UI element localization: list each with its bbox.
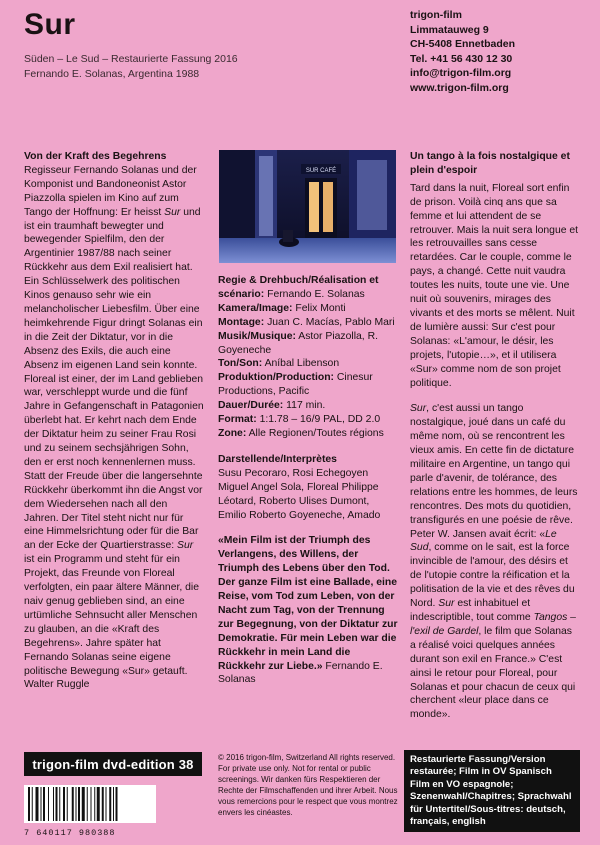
credit-zone: Zone: Alle Regionen/Toutes régions — [218, 427, 384, 439]
credit-production: Produktion/Production: Cinesur Productions, Pacific — [218, 372, 373, 398]
cast-heading: Darstellende/Interprètes — [218, 453, 337, 465]
barcode — [24, 785, 156, 838]
german-paragraph: Regisseur Fernando Solanas und der Komponist und Bandoneonist Astor Piazzolla spielen im Kino auf zum Tango der Hoffnung: Er heisst Sur und ist ein traumhaft bewegter und bewegender Spielfilm, den der Argentinier 1987/88 nach seiner Rückkehr aus dem Exil realisiert hat. Ein Schlüsselwerk des politischen Kinos genauso sehr wie ein melancholischer Liebesfilm. Über eine heimkehrende Figur dringt Solanas ein in die Zeit der Diktatur, vor in die Absenz des Exils, die auch eine Absenz im eigenen Land sein konnte. Floreal ist einer, der im Land geblieben war, verschleppt wurde und die fünf Jahre in Gefangenschaft in Patagonien überlebt hat. Er kehrt nach dem Ende der Diktatur heim zu seiner Frau Rosi und zu seinem sechsjährigen Sohn, den er erst noch kennenlernen muss. Statt der Freude über die langersehnte Rückkehr überkommt ihn die Angst vor dem Wiedersehen nach all den Jahren. Der Titel steht nicht nur für eine Himmelsrichtung oder für die Bar an der Ecke der Quartierstrasse: Sur ist ein Programm und steht für ein Projekt, das Freunde von Floreal verfolgten, ein paar ältere Männer, die naiv genug geblieben sind, an eine urtümliche Sehnsucht aller Menschen zu glauben, an die «Kraft des Begehrens». Jahre später hat Fernando Solanas seine eigene politische Bewegung «Sur» getauft. — [24, 164, 204, 677]
contact-email[interactable]: info@trigon-film.org — [410, 67, 512, 79]
contact-block — [410, 8, 515, 95]
film-still — [219, 150, 396, 263]
barcode-number: 7 640117 980388 — [24, 828, 116, 838]
cast-list: Susu Pecoraro, Rosi Echegoyen Miguel Angel Sola, Floreal Philippe Léotard, Roberto Ulises Dumont, Emilio Roberto Goyeneche, Amado — [218, 467, 381, 521]
german-heading: Von der Kraft des Begehrens — [24, 151, 167, 162]
french-paragraph-1: Tard dans la nuit, Floreal sort enfin de prison. Voilà cinq ans que sa femme et lui attendent de se retrouver. Mais la nuit sera longue et les retrouvailles sans cesse retardées. Car le couple, comme le pays, a changé. Cette nuit vaudra toutes les nuits, toute une vie. Une nuit où souvenirs, mirages des vivants et des morts se mêlent. Nuit de lumière aussi: Sur c'est pour Solanas: «L'amour, le désir, les projets, l'utopie…», et il utilisera «Sur» comme nom de son projet politique. — [410, 182, 579, 389]
page-title: Sur — [24, 8, 76, 41]
credit-duration: Dauer/Durée: 117 min. — [218, 400, 326, 412]
german-author: Walter Ruggle — [24, 679, 90, 691]
dvd-edition-badge: trigon-film dvd-edition 38 — [24, 752, 202, 776]
credit-direction: Regie & Drehbuch/Réalisation et scénario: Fernando E. Solanas — [218, 275, 379, 300]
german-synopsis — [24, 150, 204, 692]
credit-music: Musik/Musique: Astor Piazolla, R. Goyeneche — [218, 330, 378, 356]
credits-block — [218, 274, 400, 687]
credit-format: Format: 1:1.78 – 16/9 PAL, DD 2.0 — [218, 414, 381, 426]
quote-author: Fernando E. Solanas — [218, 660, 383, 686]
contact-city: CH-5408 Ennetbaden — [410, 38, 516, 50]
credit-sound: Ton/Son: Aníbal Libenson — [218, 358, 340, 370]
french-paragraph-2: Sur, c'est aussi un tango nostalgique, joué dans un café du même nom, où se rencontrent les vieux amis. En cette fin de dictature militaire en Argentine, un tango qui parle d'avenir, de tolérance, des relations entre les hommes, de leurs rencontres. Des mots du quotidien, transfigurés en une poésie de rêve. Peter W. Jansen avait écrit: «Le Sud, comme on le sait, est la force invincible de l'amour, des désirs et de l'utopie contre la réification et la politisation de la vie et des rêves du Nord. Sur est inhabituel et indescriptible, tout comme Tangos – l'exil de Gardel, le film que Solanas a réalisé voici quelques années durant son exil en France.» C'est ainsi le retour pour Floreal, pour Solanas et pour chacun de ceux qui cherchent «leur place dans ce monde». — [410, 403, 578, 721]
contact-street: Limmatauweg 9 — [410, 23, 489, 36]
subtitle-line-2: Fernando E. Solanas, Argentina 1988 — [24, 68, 200, 80]
cafe-sign-text: SUR CAFÉ — [305, 168, 337, 174]
subtitle-line-1: Süden – Le Sud – Restaurierte Fassung 2016 — [24, 53, 238, 65]
legal-notice: © 2016 trigon-film, Switzerland All rights reserved. For private use only. Not for rental or public screenings. Wir danken fürs Respektieren der Rechte der Filmschaffenden und ihrer Arbeit. Nous vous remercions pour le respect que vous montrez envers les cinéastes. — [218, 753, 398, 817]
dvd-info-box: Restaurierte Fassung/Version restaurée; Film in OV Spanisch Film en VO espagnole; Szenenwahl/Chapitres; Sprachwahl für Untertitel/Sous-titres: deutsch, français, english — [404, 750, 580, 832]
subtitle — [24, 52, 238, 82]
contact-company: trigon-film — [410, 9, 462, 21]
french-synopsis — [410, 150, 580, 722]
credit-editing: Montage: Juan C. Macías, Pablo Mari — [218, 316, 395, 328]
credit-camera: Kamera/Image: Felix Monti — [218, 302, 346, 314]
director-quote: «Mein Film ist der Triumph des Verlangens, des Willens, der Triumph des Lebens über den Tod. Der ganze Film ist eine Ballade, eine Reise, vom Tod zum Leben, von der Nacht zum Tag, von der Trennung zur Begegnung, von der Diktatur zur Demokratie. Für mein Leben war die Rückkehr in mein Land die Rückkehr zur Liebe.» Fernando E. Solanas — [218, 535, 398, 686]
french-heading: Un tango à la fois nostalgique et plein d'espoir — [410, 151, 570, 176]
contact-phone: Tel. +41 56 430 12 30 — [410, 52, 513, 65]
barcode-icon — [24, 785, 156, 823]
contact-web[interactable]: www.trigon-film.org — [410, 81, 509, 94]
